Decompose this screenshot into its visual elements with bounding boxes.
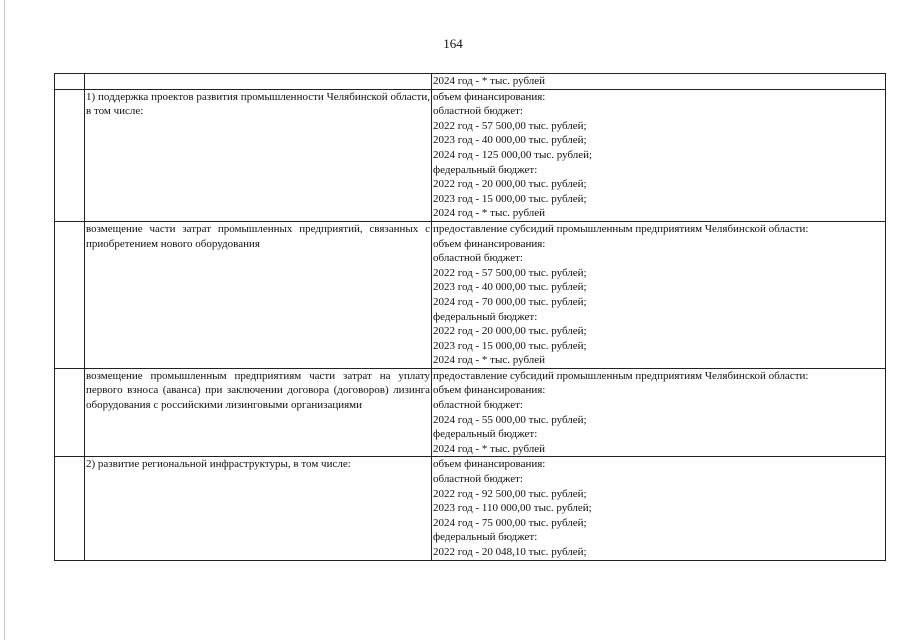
table-row bbox=[55, 74, 886, 90]
financing-line: предоставление субсидий промышленным предприятиям Челябинской области: bbox=[433, 222, 809, 235]
row-number-cell bbox=[55, 368, 85, 457]
description-cell: возмещение промышленным предприятиям части затрат на уплату первого взноса (аванса) при заключении договора (договоров) лизинга оборудования с российскими лизинговыми организациями bbox=[85, 368, 432, 457]
row-number-cell bbox=[55, 221, 85, 368]
financing-line: областной бюджет: bbox=[433, 252, 523, 265]
financing-cell bbox=[432, 368, 886, 457]
row-number-cell bbox=[55, 457, 85, 560]
financing-line: 2022 год - 20 048,10 тыс. рублей; bbox=[433, 546, 587, 558]
financing-line: 2024 год - * тыс. рублей bbox=[433, 442, 546, 455]
financing-line: объем финансирования: bbox=[433, 384, 546, 397]
financing-line: 2024 год - 70 000,00 тыс. рублей; bbox=[433, 295, 587, 308]
financing-line: 2023 год - 40 000,00 тыс. рублей; bbox=[433, 281, 587, 294]
financing-line: 2022 год - 20 000,00 тыс. рублей; bbox=[433, 178, 587, 191]
financing-line: 2024 год - * тыс. рублей bbox=[433, 207, 546, 220]
financing-line: 2022 год - 57 500,00 тыс. рублей; bbox=[433, 266, 587, 279]
financing-line: 2023 год - 110 000,00 тыс. рублей; bbox=[433, 502, 592, 515]
table-row bbox=[55, 368, 886, 457]
table-row bbox=[55, 89, 886, 221]
financing-cell bbox=[432, 89, 886, 221]
financing-line: федеральный бюджет: bbox=[433, 428, 538, 441]
row-number-cell bbox=[55, 74, 85, 90]
financing-line: федеральный бюджет: bbox=[433, 531, 538, 544]
table-row bbox=[55, 457, 886, 560]
description-cell: 1) поддержка проектов развития промышленности Челябинской области, в том числе: bbox=[85, 89, 432, 221]
page-left-edge bbox=[4, 0, 5, 640]
financing-cell bbox=[432, 74, 886, 90]
financing-cell bbox=[432, 221, 886, 368]
financing-line: областной бюджет: bbox=[433, 399, 523, 412]
financing-line: федеральный бюджет: bbox=[433, 310, 538, 323]
table-row bbox=[55, 221, 886, 368]
financing-cell bbox=[432, 457, 886, 560]
financing-line: 2023 год - 15 000,00 тыс. рублей; bbox=[433, 192, 587, 205]
description-cell bbox=[85, 74, 432, 90]
financing-line: объем финансирования: bbox=[433, 237, 546, 250]
row-number-cell bbox=[55, 89, 85, 221]
financing-line: федеральный бюджет: bbox=[433, 163, 538, 176]
financing-line: 2024 год - 75 000,00 тыс. рублей; bbox=[433, 516, 587, 529]
financing-line: 2022 год - 20 000,00 тыс. рублей; bbox=[433, 325, 587, 338]
financing-line: 2024 год - 125 000,00 тыс. рублей; bbox=[433, 148, 593, 161]
financing-line: объем финансирования: bbox=[433, 90, 546, 103]
financing-line: предоставление субсидий промышленным предприятиям Челябинской области: bbox=[433, 369, 809, 382]
financing-line: 2023 год - 40 000,00 тыс. рублей; bbox=[433, 134, 587, 147]
financing-line: 2023 год - 15 000,00 тыс. рублей; bbox=[433, 339, 587, 352]
financing-line: 2022 год - 57 500,00 тыс. рублей; bbox=[433, 119, 587, 132]
financing-line: 2024 год - * тыс. рублей bbox=[433, 75, 546, 87]
financing-line: 2024 год - 55 000,00 тыс. рублей; bbox=[433, 413, 587, 426]
description-cell: 2) развитие региональной инфраструктуры, в том числе: bbox=[85, 457, 432, 560]
financing-line: областной бюджет: bbox=[433, 473, 523, 486]
financing-line: 2022 год - 92 500,00 тыс. рублей; bbox=[433, 487, 587, 500]
program-table bbox=[54, 73, 886, 561]
financing-line: объем финансирования: bbox=[433, 458, 546, 471]
financing-line: областной бюджет: bbox=[433, 105, 523, 118]
financing-line: 2024 год - * тыс. рублей bbox=[433, 354, 546, 367]
description-cell: возмещение части затрат промышленных предприятий, связанных с приобретением нового оборудования bbox=[85, 221, 432, 368]
page-number: 164 bbox=[443, 36, 463, 51]
